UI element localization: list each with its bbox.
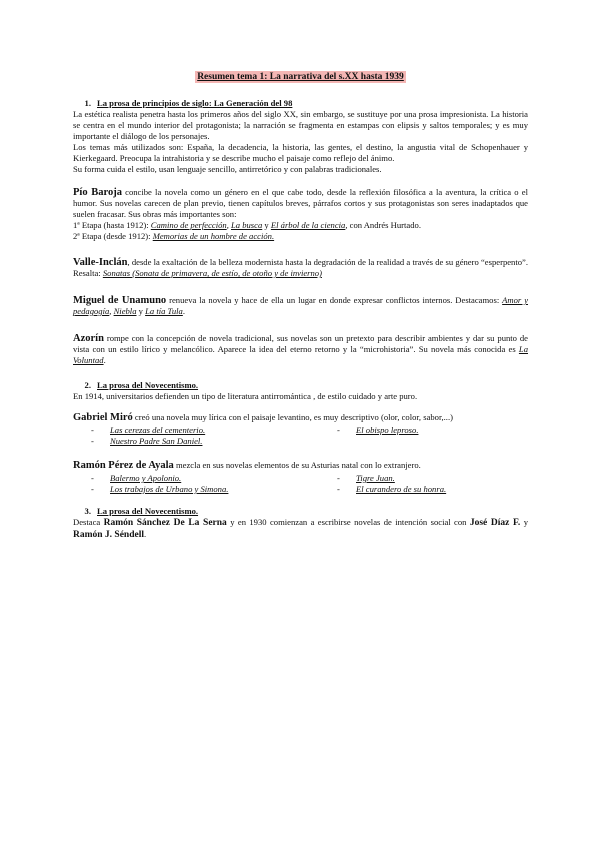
etapa2-label: 2ª Etapa (desde 1912): (73, 231, 153, 241)
etapa1-label: 1ª Etapa (hasta 1912): (73, 220, 151, 230)
work-obispo: El obispo leproso. (356, 425, 419, 435)
dash: - (91, 484, 94, 494)
dash: - (91, 436, 94, 446)
miro-name: Gabriel Miró (73, 412, 133, 423)
valle-paragraph (73, 257, 528, 279)
unamuno-text: renueva la novela y hace de ella un lugar en donde expresar conflictos internos. Destacamos: (166, 295, 503, 305)
section1-body (73, 109, 528, 175)
section1-heading (73, 98, 528, 109)
section3-paragraph (73, 517, 528, 541)
perez-block (73, 460, 528, 471)
separator: y (262, 220, 271, 230)
work-arbol: El árbol de la ciencia (270, 220, 346, 230)
list-item (73, 484, 528, 495)
miro-paragraph (73, 412, 528, 423)
author-sanchez: Ramón Sánchez De La Serna (103, 518, 227, 528)
azorin-tail: . (103, 355, 106, 365)
title-wrap (73, 71, 528, 83)
baroja-etapa-1 (73, 220, 528, 231)
work-camino: Camino de perfección (150, 220, 227, 230)
work-sonatas: Sonatas (Sonata de primavera, de estío, de otoño y de invierno) (102, 268, 322, 278)
text-fragment: . (144, 529, 147, 539)
miro-block (73, 412, 528, 423)
unamuno-tail: . (182, 306, 185, 316)
perez-works-list (73, 473, 528, 495)
separator: y (136, 306, 146, 316)
section3-heading (73, 506, 528, 517)
perez-paragraph (73, 460, 528, 471)
text-fragment: y (520, 517, 528, 527)
work-balermo: Balermo y Apolonio. (110, 473, 182, 483)
section1-paragraph-1: La estética realista penetra hasta los primeros años del siglo XX, sin embargo, se sustituye por una prosa impresionista. La historia se centra en el mundo interior del protagonista; la narración se fragmenta en estampas con elipsis y saltos temporales; y es muy importante el diálogo de los personajes. (73, 109, 528, 141)
miro-text: creó una novela muy lírica con el paisaje levantino, es muy descriptivo (olor, color, sabor,...) (132, 412, 453, 422)
baroja-paragraph (73, 187, 528, 220)
azorin-paragraph (73, 333, 528, 366)
perez-name: Ramón Pérez de Ayala (73, 460, 174, 471)
section2-paragraph: En 1914, universitarios defienden un tipo de literatura antirromántica , de estilo cuidado y arte puro. (73, 391, 418, 401)
document-title: Resumen tema 1: La narrativa del s.XX hasta 1939 (197, 72, 404, 82)
miro-works-list (73, 425, 528, 447)
work-niebla: Niebla (113, 306, 137, 316)
separator: , (109, 306, 114, 316)
perez-text: mezcla en sus novelas elementos de su Asturias natal con lo extranjero. (173, 460, 421, 470)
unamuno-paragraph (73, 295, 528, 317)
text-fragment: y en 1930 comienzan a escribirse novelas de intención social con (226, 517, 470, 527)
section1-number: 1. (84, 98, 91, 108)
section3-body (73, 517, 528, 541)
author-diaz: José Díaz F. (469, 518, 521, 528)
list-item (73, 436, 528, 447)
dash: - (337, 425, 340, 435)
azorin-name: Azorín (73, 333, 104, 344)
work-cerezas: Las cerezas del cementerio. (110, 425, 206, 435)
baroja-name: Pío Baroja (73, 187, 122, 198)
work-tigre-juan: Tigre Juan. (356, 473, 395, 483)
unamuno-block (73, 295, 528, 317)
section2-number: 2. (84, 380, 91, 390)
dash: - (91, 473, 94, 483)
work-tia-tula: La tía Tula (145, 306, 183, 316)
dash: - (91, 425, 94, 435)
work-nuestro-padre: Nuestro Padre San Daniel. (110, 436, 203, 446)
valle-block (73, 257, 528, 279)
baroja-text: concibe la novela como un género en el que cabe todo, desde la reflexión filosófica a la aventura, la crítica o el humor. Sus novelas carecen de plan previo, tienen capítulos breves, párrafos cortos y sus protagonistas son seres inadaptados que suelen fracasar. Sus obras más importantes son: (73, 187, 528, 219)
section2-heading (73, 380, 528, 391)
work-amor: Amor y pedagogía (73, 295, 529, 316)
separator: , (226, 220, 231, 230)
list-item (73, 473, 528, 484)
work-curandero: El curandero de su honra. (356, 484, 447, 494)
section2-title: La prosa del Novecentismo. (97, 380, 199, 390)
baroja-etapa-2 (73, 231, 528, 242)
section2-body (73, 391, 528, 402)
list-item (73, 425, 528, 436)
baroja-block (73, 187, 528, 242)
unamuno-name: Miguel de Unamuno (73, 295, 167, 306)
section3-title: La prosa del Novecentismo. (97, 506, 199, 516)
author-sendell: Ramón J. Séndell (73, 530, 144, 540)
dash: - (337, 473, 340, 483)
dash: - (337, 484, 340, 494)
text-fragment: Destaca (73, 517, 104, 527)
work-urbano-simona: Los trabajos de Urbano y Simona. (110, 484, 229, 494)
valle-text: , desde la exaltación de la belleza modernista hasta la degradación de la realidad a través de su género “esperpento”. Resalta: (73, 257, 528, 278)
azorin-text: rompe con la concepción de novela tradicional, sus novelas son un pretexto para describir ambientes y dar su punto de vista con un estilo lírico y melancólico. Aparece la idea del eterno retorno y la “microhistoria”. Su novela más conocida es (73, 333, 528, 354)
etapa1-tail: , con Andrés Hurtado. (345, 220, 421, 230)
section1-paragraph-2: Los temas más utilizados son: España, la decadencia, la historia, las gentes, el destino, la angustia vital de Schopenhauer y Kierkegaard. Preocupa la intrahistoria y se describe mucho el paisaje como reflejo del ánimo. (73, 142, 528, 163)
section1-title: La prosa de principios de siglo: La Generación del 98 (97, 98, 293, 108)
work-la-voluntad: La Voluntad (73, 344, 528, 365)
section1-paragraph-3: Su forma cuida el estilo, usan lenguaje sencillo, antirretórico y con palabras tradicionales. (73, 164, 382, 174)
work-la-busca: La busca (230, 220, 263, 230)
work-memorias: Memorias de un hombre de acción. (152, 231, 275, 241)
section3-number: 3. (84, 506, 91, 516)
azorin-block (73, 333, 528, 366)
valle-name: Valle-Inclán (73, 257, 128, 268)
